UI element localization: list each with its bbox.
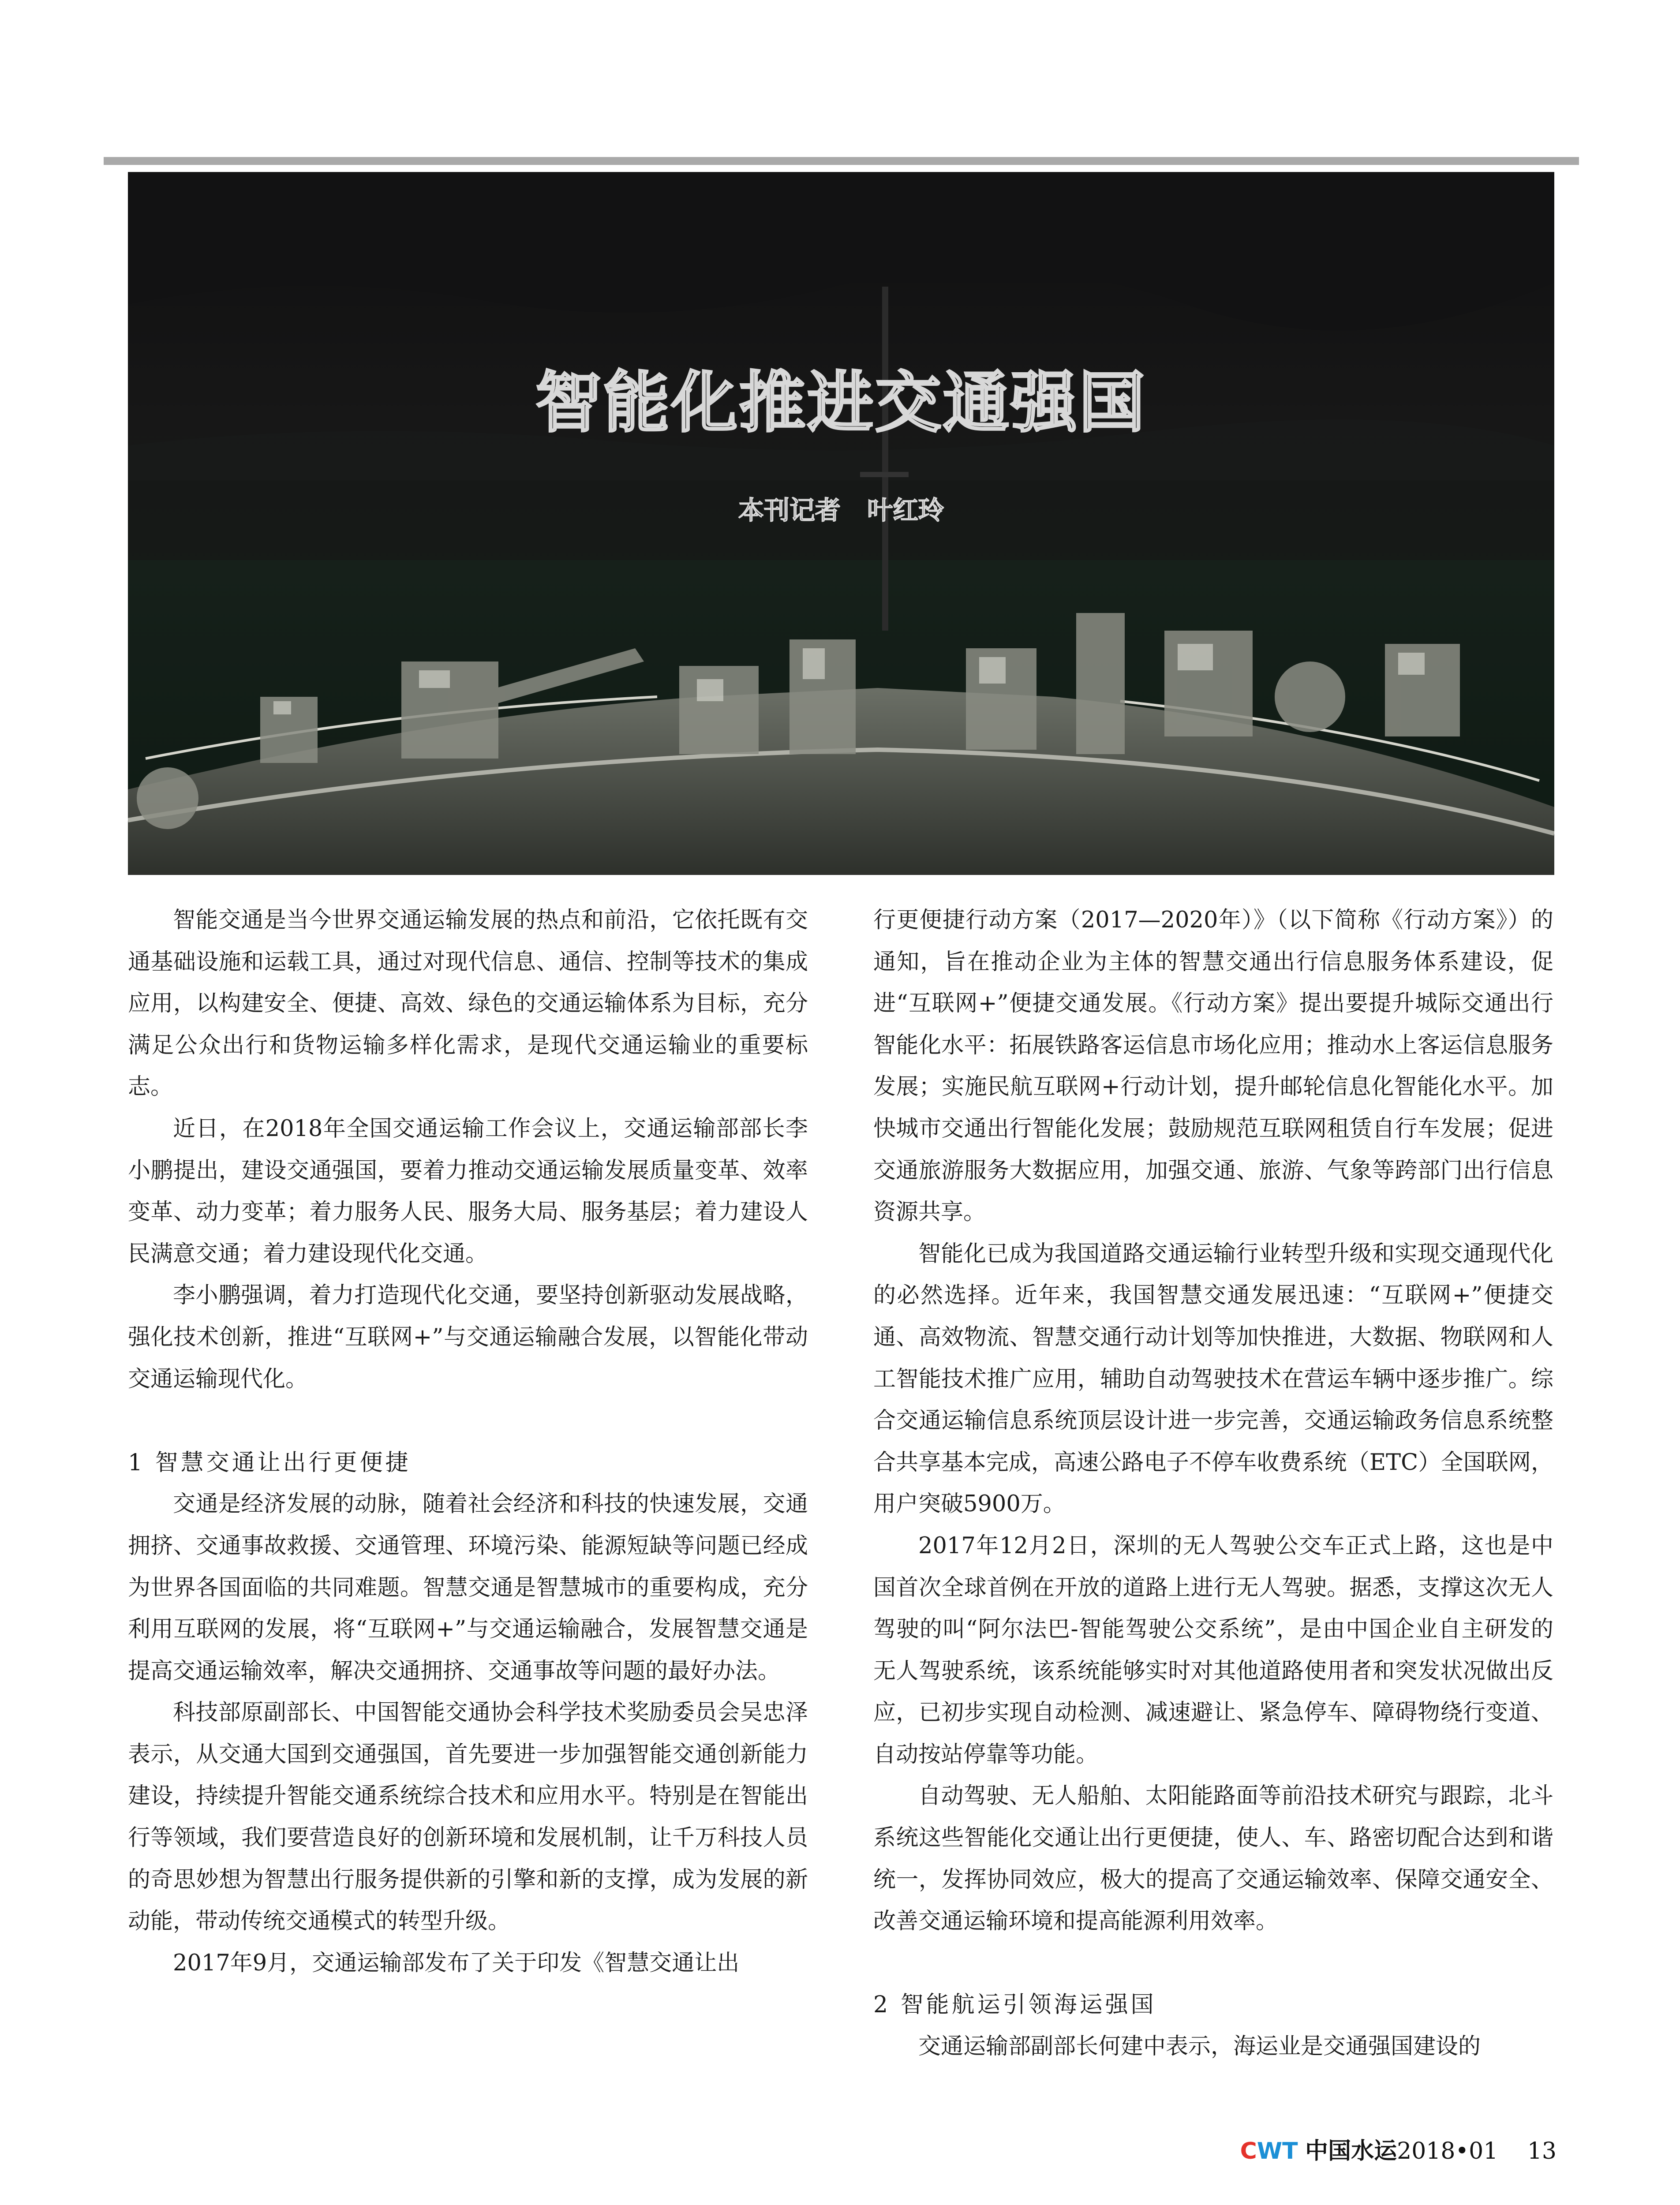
paragraph: 自动驾驶、无人船舶、太阳能路面等前沿技术研究与跟踪，北斗系统这些智能化交通让出行更便捷，使人、车、路密切配合达到和谐统一，发挥协同效应，极大的提高了交通运输效率、保障交通安全、改善交通运输环境和提高能源利用效率。 — [873, 1783, 1553, 1935]
paragraph: 近日，在2018年全国交通运输工作会议上，交通运输部部长李小鹏提出，建设交通强国，要着力推动交通运输发展质量变革、效率变革、动力变革；着力服务人民、服务大局、服务基层；着力建设人民满意交通；着力建设现代化交通。 — [128, 1115, 808, 1267]
paragraph: 2017年12月2日，深圳的无人驾驶公交车正式上路，这也是中国首次全球首例在开放的道路上进行无人驾驶。据悉，支撑这次无人驾驶的叫“阿尔法巴-智能驾驶公交系统”，是由中国企业自主研发的无人驾驶系统，该系统能够实时对其他道路使用者和突发状况做出反应，已初步实现自动检测、减速避让、紧急停车、障碍物绕行变道、自动按站停靠等功能。 — [873, 1532, 1553, 1768]
paragraph: 交通是经济发展的动脉，随着社会经济和科技的快速发展，交通拥挤、交通事故救援、交通管理、环境污染、能源短缺等问题已经成为世界各国面临的共同难题。智慧交通是智慧城市的重要构成，充分利用互联网的发展，将“互联网+”与交通运输融合，发展智慧交通是提高交通运输效率，解决交通拥挤、交通事故等问题的最好办法。 — [128, 1491, 808, 1684]
hero-image — [128, 172, 1554, 875]
paragraph: 2017年9月，交通运输部发布了关于印发《智慧交通让出 — [173, 1950, 740, 1976]
paragraph: 科技部原副部长、中国智能交通协会科学技术奖励委员会吴忠泽表示，从交通大国到交通强国，首先要进一步加强智能交通创新能力建设，持续提升智能交通系统综合技术和应用水平。特别是在智能出行等领域，我们要营造良好的创新环境和发展机制，让千万科技人员的奇思妙想为智慧出行服务提供新的引擎和新的支撑，成为发展的新动能，带动传统交通模式的转型升级。 — [128, 1700, 808, 1935]
top-rule — [104, 157, 1579, 165]
logo-wt: WT — [1257, 2138, 1298, 2164]
page-number: 13 — [1527, 2138, 1557, 2164]
paragraph: 交通运输部副部长何建中表示，海运业是交通强国建设的 — [918, 2033, 1481, 2060]
byline-name: 叶红玲 — [867, 495, 944, 525]
byline — [128, 490, 1554, 527]
logo-c: C — [1240, 2138, 1257, 2164]
section-heading-1: 1 智慧交通让出行更便捷 — [128, 1449, 411, 1476]
page-footer — [1240, 2132, 1557, 2165]
paragraph: 智能化已成为我国道路交通运输行业转型升级和实现交通现代化的必然选择。近年来，我国智慧交通发展迅速：“互联网+”便捷交通、高效物流、智慧交通行动计划等加快推进，大数据、物联网和人工智能技术推广应用，辅助自动驾驶技术在营运车辆中逐步推广。综合交通运输信息系统顶层设计进一步完善，交通运输政务信息系统整合共享基本完成，高速公路电子不停车收费系统（ETC）全国联网，用户突破5900万。 — [873, 1241, 1553, 1517]
paragraph: 行更便捷行动方案（2017—2020年）》（以下简称《行动方案》）的通知，旨在推动企业为主体的智慧交通出行信息服务体系建设，促进“互联网+”便捷交通发展。《行动方案》提出要提升城际交通出行智能化水平：拓展铁路客运信息市场化应用；推动水上客运信息服务发展；实施民航互联网+行动计划，提升邮轮信息化智能化水平。加快城市交通出行智能化发展；鼓励规范互联网租赁自行车发展；促进交通旅游服务大数据应用，加强交通、旅游、气象等跨部门出行信息资源共享。 — [873, 907, 1553, 1226]
paragraph: 智能交通是当今世界交通运输发展的热点和前沿，它依托既有交通基础设施和运载工具，通过对现代信息、通信、控制等技术的集成应用，以构建安全、便捷、高效、绿色的交通运输体系为目标，充分满足公众出行和货物运输多样化需求，是现代交通运输业的重要标志。 — [128, 907, 808, 1100]
byline-role: 本刊记者 — [738, 495, 841, 525]
left-column — [128, 900, 808, 1984]
magazine-name: 中国水运 — [1305, 2138, 1397, 2164]
paragraph: 李小鹏强调，着力打造现代化交通，要坚持创新驱动发展战略，强化技术创新，推进“互联网+”与交通运输融合发展，以智能化带动交通运输现代化。 — [128, 1282, 808, 1392]
right-column — [873, 900, 1553, 2068]
issue: 2018•01 — [1397, 2138, 1498, 2164]
section-heading-2: 2 智能航运引领海运强国 — [873, 1992, 1156, 2018]
article-title: 智能化推进交通强国 — [535, 365, 1147, 441]
